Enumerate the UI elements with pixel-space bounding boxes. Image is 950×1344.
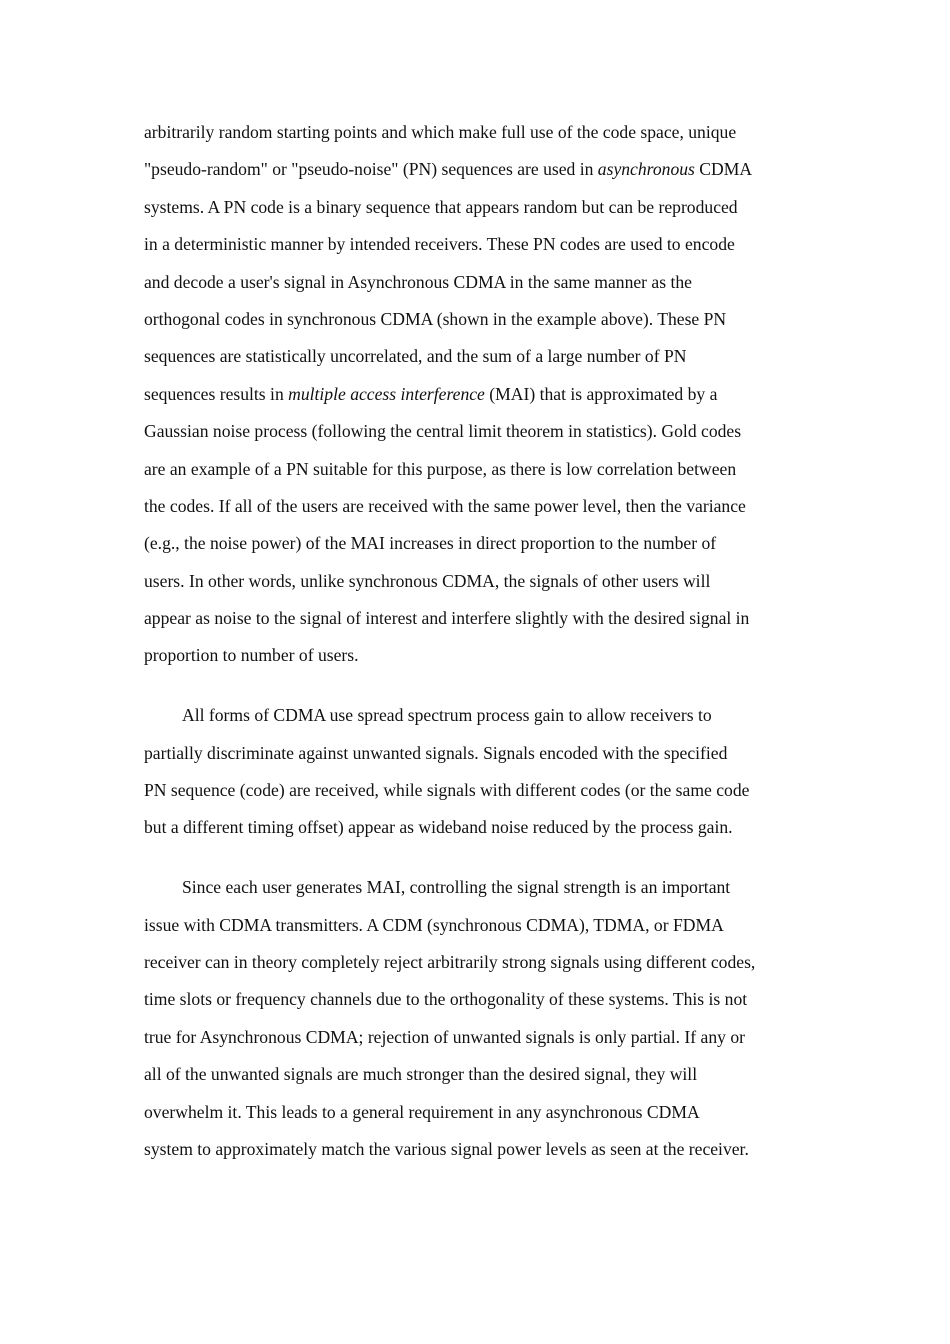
- text-line: [144, 232, 824, 269]
- document-body: [144, 120, 824, 1197]
- text-segment: (MAI) that is approximated by a: [484, 383, 718, 404]
- text-segment: receiver can in theory completely reject arbitrarily strong signals using different codes,: [144, 951, 756, 972]
- text-line: [144, 307, 824, 344]
- paragraph: [144, 875, 824, 1174]
- text-line: [144, 703, 824, 740]
- text-segment: orthogonal codes in synchronous CDMA (shown in the example above). These PN: [144, 308, 727, 329]
- text-line: [144, 987, 824, 1024]
- text-segment: appear as noise to the signal of interest and interfere slightly with the desired signal in: [144, 608, 750, 629]
- text-segment: users. In other words, unlike synchronous CDMA, the signals of other users will: [144, 570, 711, 591]
- text-line: [144, 1137, 824, 1174]
- text-line: [144, 606, 824, 643]
- text-line: [144, 1100, 824, 1137]
- text-segment: and decode a user's signal in Asynchronous CDMA in the same manner as the: [144, 271, 692, 292]
- text-line: [144, 569, 824, 606]
- text-segment: the codes. If all of the users are received with the same power level, then the variance: [144, 495, 746, 516]
- text-line: [144, 875, 824, 912]
- text-segment: system to approximately match the various signal power levels as seen at the receiver.: [144, 1138, 749, 1159]
- text-line: [144, 531, 824, 568]
- italic-text: asynchronous: [597, 159, 695, 180]
- text-line: [144, 778, 824, 815]
- text-segment: Since each user generates MAI, controlling the signal strength is an important: [182, 877, 731, 898]
- text-segment: "pseudo-random" or "pseudo-noise" (PN) sequences are used in: [144, 159, 598, 180]
- text-segment: issue with CDMA transmitters. A CDM (synchronous CDMA), TDMA, or FDMA: [144, 914, 724, 935]
- text-line: [144, 270, 824, 307]
- text-line: [144, 643, 824, 680]
- text-segment: Gaussian noise process (following the central limit theorem in statistics). Gold codes: [144, 421, 742, 442]
- text-segment: all of the unwanted signals are much stronger than the desired signal, they will: [144, 1064, 698, 1085]
- text-segment: in a deterministic manner by intended receivers. These PN codes are used to encode: [144, 234, 735, 255]
- text-segment: partially discriminate against unwanted signals. Signals encoded with the specified: [144, 742, 728, 763]
- italic-text: multiple access interference: [288, 383, 485, 404]
- text-line: [144, 913, 824, 950]
- text-segment: sequences are statistically uncorrelated, and the sum of a large number of PN: [144, 346, 687, 367]
- text-segment: systems. A PN code is a binary sequence that appears random but can be reproduced: [144, 196, 738, 217]
- text-segment: (e.g., the noise power) of the MAI increases in direct proportion to the number of: [144, 533, 717, 554]
- text-segment: but a different timing offset) appear as wideband noise reduced by the process gain.: [144, 817, 733, 838]
- text-line: [144, 120, 824, 157]
- text-line: [144, 457, 824, 494]
- text-segment: arbitrarily random starting points and which make full use of the code space, unique: [144, 122, 737, 142]
- text-segment: overwhelm it. This leads to a general requirement in any asynchronous CDMA: [144, 1101, 700, 1122]
- text-segment: CDMA: [694, 159, 753, 180]
- paragraph: [144, 703, 824, 853]
- paragraph: [144, 120, 824, 681]
- text-segment: true for Asynchronous CDMA; rejection of unwanted signals is only partial. If any or: [144, 1026, 745, 1047]
- text-line: [144, 157, 824, 194]
- text-segment: PN sequence (code) are received, while signals with different codes (or the same code: [144, 780, 750, 801]
- text-line: [144, 1062, 824, 1099]
- text-line: [144, 344, 824, 381]
- text-line: [144, 382, 824, 419]
- text-segment: time slots or frequency channels due to the orthogonality of these systems. This is not: [144, 989, 748, 1010]
- text-line: [144, 195, 824, 232]
- text-line: [144, 950, 824, 987]
- text-line: [144, 1025, 824, 1062]
- text-line: [144, 815, 824, 852]
- text-segment: are an example of a PN suitable for this purpose, as there is low correlation between: [144, 458, 737, 479]
- text-line: [144, 741, 824, 778]
- text-line: [144, 419, 824, 456]
- text-line: [144, 494, 824, 531]
- text-segment: sequences results in: [144, 383, 289, 404]
- text-segment: proportion to number of users.: [144, 645, 359, 666]
- text-segment: All forms of CDMA use spread spectrum process gain to allow receivers to: [182, 705, 712, 726]
